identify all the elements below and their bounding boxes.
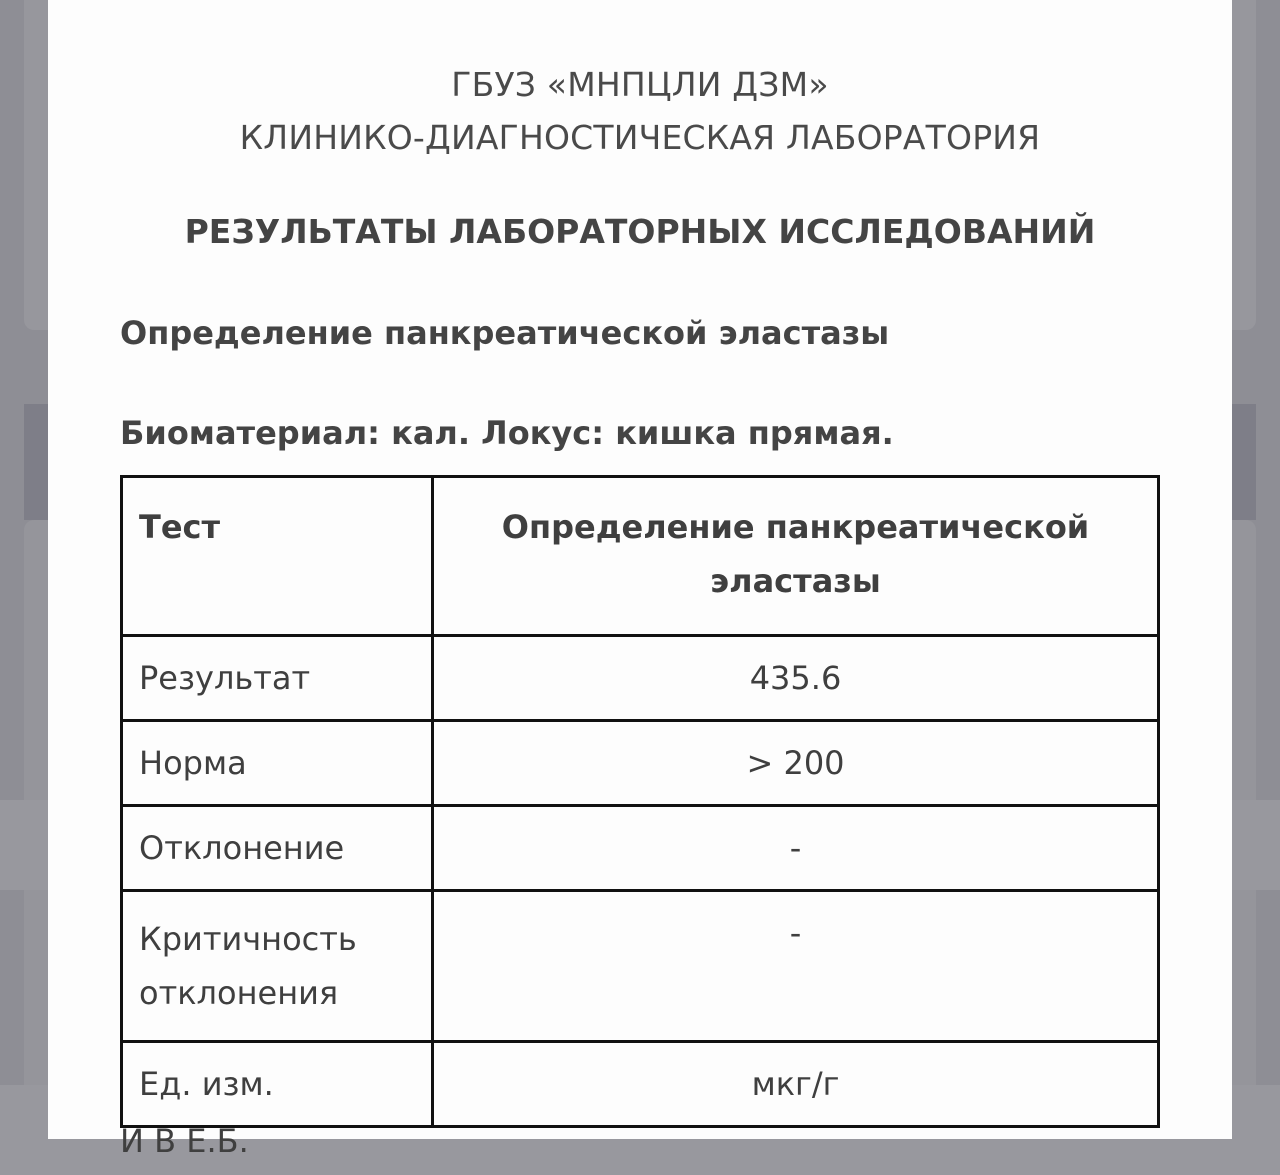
organization-header [48,58,1232,164]
org-name: ГБУЗ «МНПЦЛИ ДЗМ» [451,65,829,104]
lab-name: КЛИНИКО-ДИАГНОСТИЧЕСКАЯ ЛАБОРАТОРИЯ [239,118,1041,157]
test-title: Определение панкреатической эластазы [120,314,890,352]
row-value: Определение панкреатической эластазы [433,477,1159,636]
table-row [122,806,1159,891]
table-row [122,721,1159,806]
row-value: - [433,806,1159,891]
row-label: Результат [122,636,433,721]
row-label: Критичность отклонения [122,891,433,1042]
row-label: Ед. изм. [122,1042,433,1127]
table-row [122,891,1159,1042]
row-value: > 200 [433,721,1159,806]
row-value: мкг/г [433,1042,1159,1127]
report-title: РЕЗУЛЬТАТЫ ЛАБОРАТОРНЫХ ИССЛЕДОВАНИЙ [184,212,1096,251]
row-label: Тест [122,477,433,636]
results-table [120,475,1160,1128]
row-value: - [433,891,1159,1042]
table-row [122,477,1159,636]
footer-signature-partial: И В Е.Б. [120,1122,249,1160]
row-label: Норма [122,721,433,806]
table-row [122,636,1159,721]
lab-report-sheet[interactable] [48,0,1232,1160]
table-row [122,1042,1159,1127]
row-label: Отклонение [122,806,433,891]
biomaterial-info: Биоматериал: кал. Локус: кишка прямая. [120,414,894,452]
row-value: 435.6 [433,636,1159,721]
